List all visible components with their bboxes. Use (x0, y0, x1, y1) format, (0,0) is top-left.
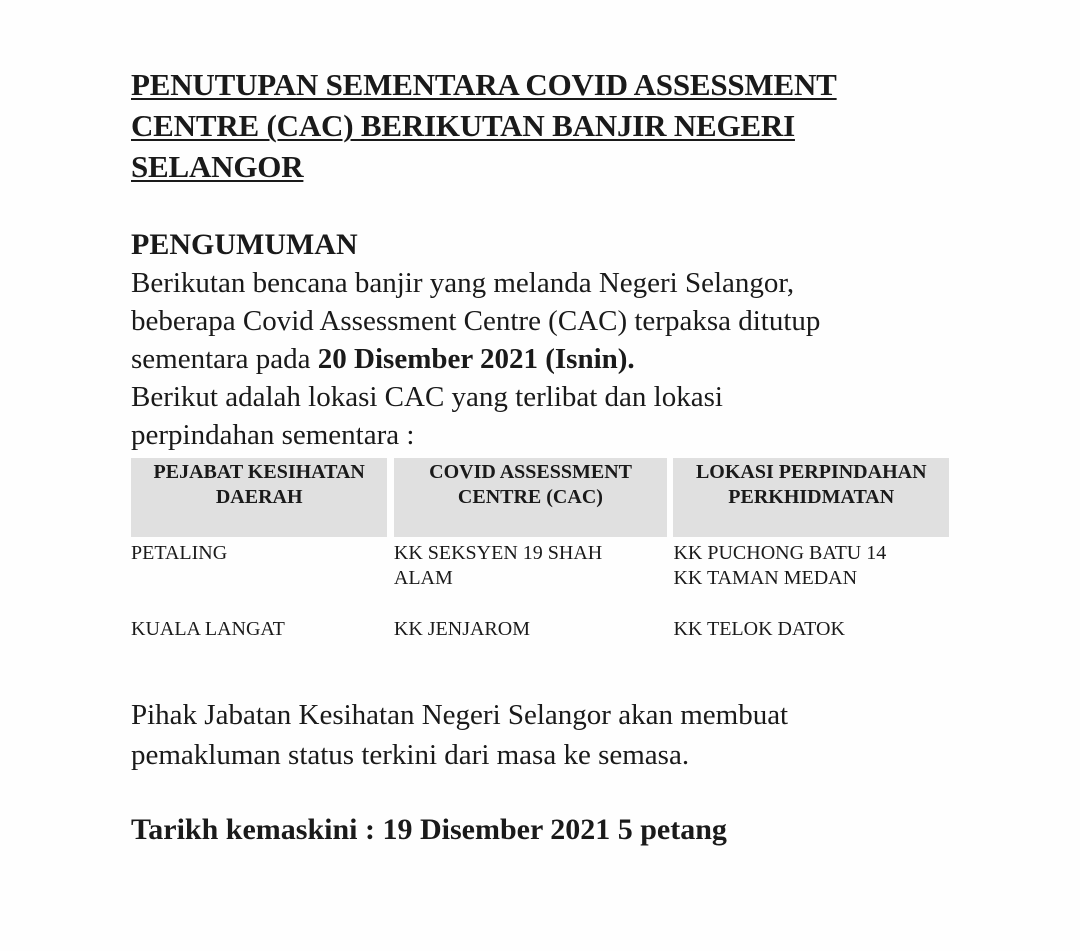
last-updated: Tarikh kemaskini : 19 Disember 2021 5 petang (131, 813, 727, 846)
intro-date-prefix: sementara pada (131, 343, 318, 375)
closing-line: Pihak Jabatan Kesihatan Negeri Selangor akan membuat (131, 699, 789, 731)
cell-text: KK SEKSYEN 19 SHAH (393, 542, 603, 564)
intro-line: perpindahan sementara : (131, 419, 415, 451)
cell-cac (394, 611, 667, 657)
header-text: DAERAH (215, 486, 303, 508)
header-text: COVID ASSESSMENT (429, 461, 632, 483)
header-text: CENTRE (457, 486, 542, 508)
intro-line: beberapa Covid Assessment Centre (CAC) terpaksa ditutup (131, 305, 821, 337)
intro-line: Berikut adalah lokasi CAC yang terlibat dan lokasi (131, 381, 723, 413)
closing-paragraph (131, 695, 991, 775)
cell-text: KK JENJAROM (393, 618, 530, 640)
closure-date: 20 Disember 2021 (Isnin). (317, 343, 635, 375)
table-header-row (131, 458, 949, 537)
cell-text: ALAM (393, 567, 453, 589)
header-text: (CAC) (546, 486, 603, 508)
title-line: CENTRE (CAC) BERIKUTAN BANJIR NEGERI (131, 108, 795, 143)
cell-relocation (673, 611, 949, 657)
cell-text: PETALING (131, 542, 228, 564)
header-text: PEJABAT KESIHATAN (153, 461, 365, 483)
cell-text: KUALA LANGAT (131, 618, 285, 640)
header-district (131, 458, 387, 537)
table-row (131, 537, 949, 611)
cell-district (131, 537, 387, 611)
header-text: PERKHIDMATAN (728, 486, 895, 508)
cell-text: KK TAMAN MEDAN (673, 567, 858, 589)
section-heading: PENGUMUMAN (131, 228, 358, 261)
closing-line: pemakluman status terkini dari masa ke semasa. (131, 739, 690, 771)
cell-text: KK TELOK DATOK (673, 618, 845, 640)
cell-text: KK PUCHONG BATU 14 (673, 542, 887, 564)
intro-line (131, 340, 991, 378)
document-title (131, 64, 991, 187)
header-text: LOKASI PERPINDAHAN (695, 461, 927, 483)
intro-paragraph (131, 264, 991, 454)
cell-relocation (673, 537, 949, 611)
title-line: SELANGOR (131, 149, 304, 184)
cell-district (131, 611, 387, 657)
cell-cac (394, 537, 667, 611)
table-row (131, 611, 949, 657)
cac-relocation-table (131, 458, 949, 657)
announcement-document (131, 64, 991, 849)
header-cac (394, 458, 667, 537)
title-line: PENUTUPAN SEMENTARA COVID ASSESSMENT (131, 67, 837, 102)
intro-line: Berikutan bencana banjir yang melanda Negeri Selangor, (131, 267, 795, 299)
header-relocation (673, 458, 949, 537)
